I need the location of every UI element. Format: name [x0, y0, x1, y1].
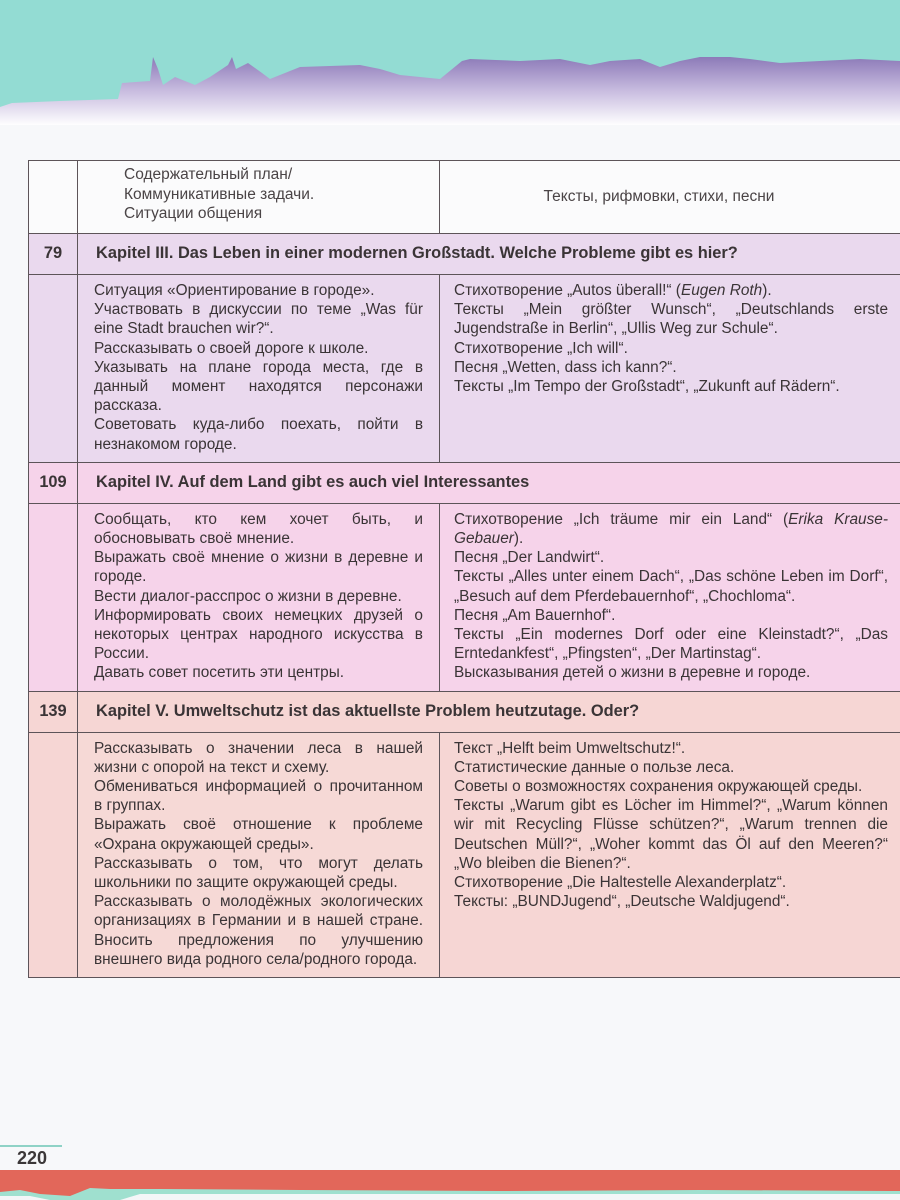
texts-cell — [440, 275, 900, 463]
plan-item: Информировать своих немецких друзей о некоторых центрах народного искусства в России. — [94, 606, 423, 663]
empty-page-cell — [29, 503, 78, 691]
chapter-page-number: 79 — [29, 234, 78, 275]
page-number-rule — [0, 1145, 62, 1147]
header-plan-line: Коммуникативные задачи. — [124, 185, 315, 203]
texts-cell — [440, 732, 900, 977]
bottom-wave-decoration — [0, 1186, 900, 1200]
plan-cell — [78, 732, 440, 977]
header-plan-cell — [78, 161, 440, 234]
chapter-content-row — [29, 503, 900, 691]
plan-item: Давать совет посетить эти центры. — [94, 664, 345, 682]
plan-cell — [78, 275, 440, 463]
torn-edge-decoration — [0, 55, 900, 155]
plan-item: Рассказывать о молодёжных экологических организациях в Германии и в нашей стране. Вносить предложения по улучшению внешнего вида родного села/родного города. — [94, 893, 423, 968]
author-name: Erika Krause-Gebauer — [454, 510, 888, 548]
chapter-row — [29, 691, 900, 732]
plan-item: Указывать на плане города места, где в данный момент находятся персонажи рассказа. — [94, 358, 423, 415]
text-item: Песня „Der Landwirt“. — [454, 549, 605, 567]
plan-item: Обмениваться информацией о прочитанном в группах. — [94, 778, 423, 815]
header-texts-cell: Тексты, рифмовки, стихи, песни — [440, 161, 900, 234]
text-item: Советы о возможностях сохранения окружающей среды. — [454, 778, 863, 796]
text-item: Стихотворение „Ich will“. — [454, 339, 628, 357]
text-item: Тексты „Mein größter Wunsch“, „Deutschlands erste Jugendstraße in Berlin“, „Ullis Weg zur Schule“. — [454, 301, 888, 338]
text-item: Стихотворение „Die Haltestelle Alexanderplatz“. — [454, 874, 787, 892]
curriculum-table — [28, 160, 900, 978]
plan-item: Ситуация «Ориентирование в городе». — [94, 282, 375, 299]
text-item: Тексты: „BUNDJugend“, „Deutsche Waldjugend“. — [454, 893, 790, 911]
text-item: Песня „Am Bauernhof“. — [454, 606, 616, 624]
plan-item: Рассказывать о значении леса в нашей жизни с опорой на текст и схему. — [94, 739, 423, 776]
text-item: Стихотворение „Ich träume mir ein Land“ (Erika Krause-Gebauer). — [454, 510, 888, 548]
chapter-title: Kapitel IV. Auf dem Land gibt es auch viel Interessantes — [78, 462, 900, 503]
chapter-content-row — [29, 275, 900, 463]
text-item: Текст „Helft beim Umweltschutz!“. — [454, 739, 686, 757]
header-plan-line: Ситуации общения — [124, 205, 263, 222]
text-item: Статистические данные о пользе леса. — [454, 758, 735, 776]
text-item: Песня „Wetten, dass ich kann?“. — [454, 358, 677, 376]
text-item: Стихотворение „Autos überall!“ (Eugen Roth). — [454, 282, 772, 299]
text-item: Высказывания детей о жизни в деревне и городе. — [454, 664, 811, 682]
empty-page-cell — [29, 275, 78, 463]
plan-item: Сообщать, кто кем хочет быть, и обосновывать своё мнение. — [94, 510, 423, 548]
page-number: 220 — [17, 1148, 48, 1168]
text-item: Тексты „Im Tempo der Großstadt“, „Zukunft auf Rädern“. — [454, 378, 840, 396]
chapter-row — [29, 462, 900, 503]
text-item: Тексты „Alles unter einem Dach“, „Das schöne Leben im Dorf“, „Besuch auf dem Pferdebauernhof“, „Chochloma“. — [454, 568, 888, 605]
chapter-page-number: 109 — [29, 462, 78, 503]
table-header-row — [29, 161, 900, 234]
header-plan-line: Содержательный план/ — [124, 166, 293, 183]
text-item: Тексты „Ein modernes Dorf oder eine Kleinstadt?“, „Das Erntedankfest“, „Pfingsten“, „Der Martinstag“. — [454, 626, 888, 663]
plan-item: Вести диалог-расспрос о жизни в деревне. — [94, 587, 402, 605]
plan-cell — [78, 503, 440, 691]
plan-item: Выражать своё отношение к проблеме «Охрана окружающей среды». — [94, 816, 423, 853]
chapter-title: Kapitel V. Umweltschutz ist das aktuellste Problem heutzutage. Oder? — [78, 691, 900, 732]
chapter-row — [29, 234, 900, 275]
plan-item: Выражать своё мнение о жизни в деревне и городе. — [94, 549, 423, 586]
chapter-title: Kapitel III. Das Leben in einer modernen Großstadt. Welche Probleme gibt es hier? — [78, 234, 900, 275]
text-item: Тексты „Warum gibt es Löcher im Himmel?“, „Warum können wir mit Recycling Flüsse schützen?“, „Warum trennen die Deutschen Müll?“, „Woher kommt das Öl auf den Meeren?“ „Wo bleiben die Bienen?“. — [454, 797, 888, 872]
chapter-content-row — [29, 732, 900, 977]
plan-item: Рассказывать о том, что могут делать школьники по защите окружающей среды. — [94, 854, 423, 892]
chapter-page-number: 139 — [29, 691, 78, 732]
plan-item: Рассказывать о своей дороге к школе. — [94, 339, 369, 357]
author-name: Eugen Roth — [680, 282, 763, 299]
header-page-cell — [29, 161, 78, 234]
empty-page-cell — [29, 732, 78, 977]
texts-cell — [440, 503, 900, 691]
plan-item: Советовать куда-либо поехать, пойти в незнакомом городе. — [94, 416, 423, 453]
plan-item: Участвовать в дискуссии по теме „Was für eine Stadt brauchen wir?“. — [94, 301, 423, 338]
